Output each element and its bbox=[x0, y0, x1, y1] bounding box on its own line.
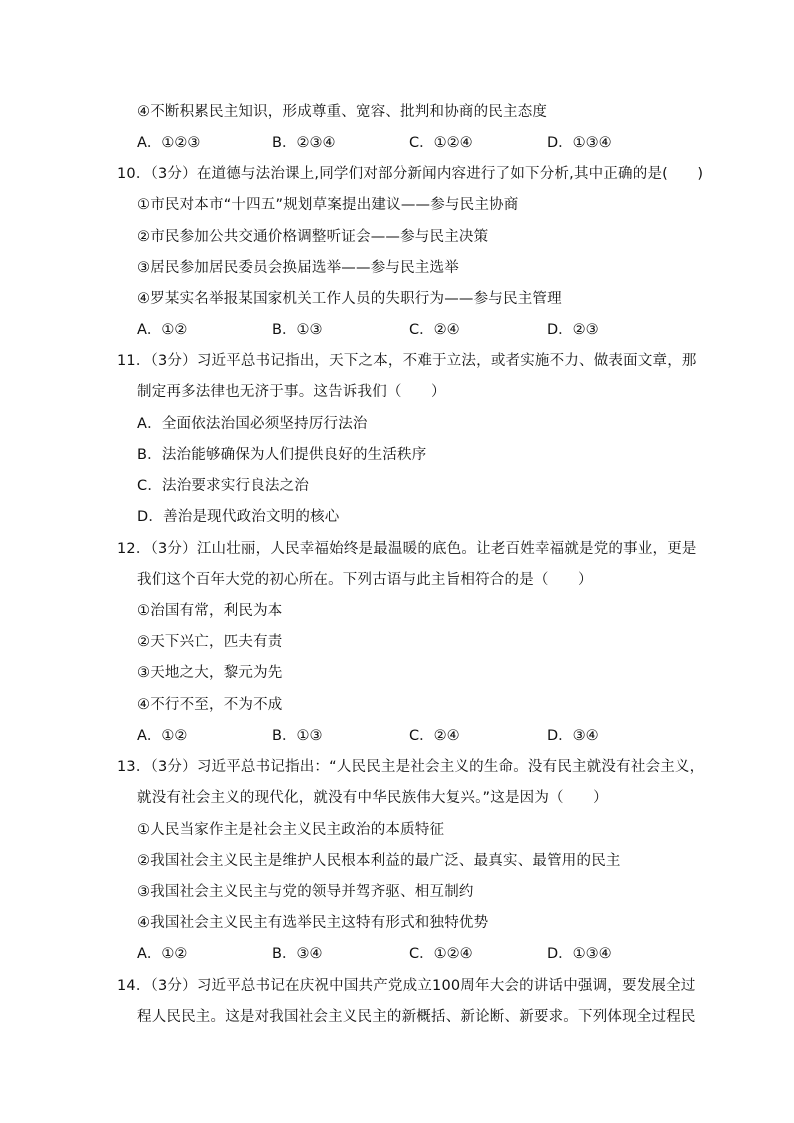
question-10-item-1: ①市民对本市“十四五”规划草案提出建议——参与民主协商 bbox=[137, 197, 519, 213]
question-11-stem-line-2: 制定再多法律也无济于事。这告诉我们（ ） bbox=[137, 384, 446, 400]
question-10-item-4: ④罗某实名举报某国家机关工作人员的失职行为——参与民主管理 bbox=[137, 291, 562, 307]
question-10-item-2: ②市民参加公共交通价格调整听证会——参与民主决策 bbox=[137, 229, 489, 245]
question-11-stem-line-1: 11．（3分）习近平总书记指出，天下之本，不难于立法，或者实施不力、做表面文章，那 bbox=[117, 353, 697, 369]
choice-c: C．②④ bbox=[409, 728, 460, 744]
question-10-item-3: ③居民参加居民委员会换届选举——参与民主选举 bbox=[137, 260, 459, 276]
choice-d: D．①③④ bbox=[547, 946, 612, 962]
question-13-stem-line-1: 13．（3分）习近平总书记指出：“人民民主是社会主义的生命。没有民主就没有社会主义， bbox=[117, 759, 705, 775]
choice-d: D．②③ bbox=[547, 322, 599, 338]
choice-a: A．①②③ bbox=[137, 135, 201, 151]
answer-choices bbox=[137, 133, 657, 153]
question-12-item-1: ①治国有常，利民为本 bbox=[137, 603, 283, 619]
question-11-option-b: B．法治能够确保为人们提供良好的生活秩序 bbox=[137, 447, 427, 463]
choice-a: A．①② bbox=[137, 322, 188, 338]
question-13-item-1: ①人民当家作主是社会主义民主政治的本质特征 bbox=[137, 822, 445, 838]
question-11-option-a: A．全面依法治国必须坚持厉行法治 bbox=[137, 416, 368, 432]
answer-choices bbox=[137, 726, 657, 746]
answer-choices bbox=[137, 320, 657, 340]
question-14-stem-line-2: 程人民民主。这是对我国社会主义民主的新概括、新论断、新要求。下列体现全过程民 bbox=[137, 1009, 696, 1025]
question-14-stem-line-1: 14．（3分）习近平总书记在庆祝中国共产党成立100周年大会的讲话中强调，要发展全过 bbox=[117, 978, 696, 994]
question-13-item-4: ④我国社会主义民主有选举民主这特有形式和独特优势 bbox=[137, 915, 489, 931]
question-13-item-3: ③我国社会主义民主与党的领导并驾齐驱、相互制约 bbox=[137, 884, 474, 900]
choice-a: A．①② bbox=[137, 946, 188, 962]
question-11-option-c: C．法治要求实行良法之治 bbox=[137, 478, 310, 494]
choice-b: B．②③④ bbox=[272, 135, 336, 151]
choice-a: A．①② bbox=[137, 728, 188, 744]
choice-c: C．②④ bbox=[409, 322, 460, 338]
item-4: ④不断积累民主知识，形成尊重、宽容、批判和协商的民主态度 bbox=[137, 104, 548, 120]
choice-c: C．①②④ bbox=[409, 135, 473, 151]
question-12-stem-line-2: 我们这个百年大党的初心所在。下列古语与此主旨相符合的是（ ） bbox=[137, 572, 593, 588]
question-12-item-4: ④不行不至，不为不成 bbox=[137, 697, 283, 713]
choice-d: D．③④ bbox=[547, 728, 599, 744]
choice-c: C．①②④ bbox=[409, 946, 473, 962]
answer-choices bbox=[137, 944, 657, 964]
question-12-item-2: ②天下兴亡，匹夫有责 bbox=[137, 634, 283, 650]
choice-b: B．①③ bbox=[272, 322, 323, 338]
choice-b: B．①③ bbox=[272, 728, 323, 744]
choice-d: D．①③④ bbox=[547, 135, 612, 151]
question-11-option-d: D．善治是现代政治文明的核心 bbox=[137, 509, 340, 525]
question-12-item-3: ③天地之大，黎元为先 bbox=[137, 665, 283, 681]
question-10-stem: 10．（3分）在道德与法治课上,同学们对部分新闻内容进行了如下分析,其中正确的是( ) bbox=[117, 166, 704, 182]
question-13-stem-line-2: 就没有社会主义的现代化，就没有中华民族伟大复兴。”这是因为（ ） bbox=[137, 790, 608, 806]
question-13-item-2: ②我国社会主义民主是维护人民根本利益的最广泛、最真实、最管用的民主 bbox=[137, 853, 621, 869]
choice-b: B．③④ bbox=[272, 946, 323, 962]
question-12-stem-line-1: 12．（3分）江山壮丽，人民幸福始终是最温暖的底色。让老百姓幸福就是党的事业，更是 bbox=[117, 541, 697, 557]
